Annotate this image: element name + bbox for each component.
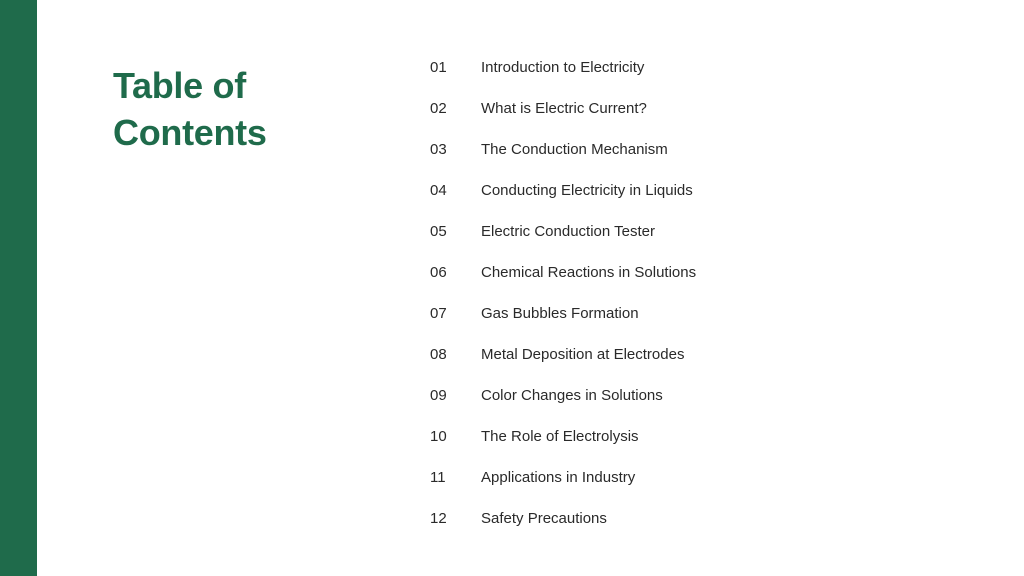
toc-label: Introduction to Electricity	[481, 59, 645, 76]
toc-item-10	[430, 416, 696, 457]
toc-label: Electric Conduction Tester	[481, 223, 655, 240]
toc-label: Metal Deposition at Electrodes	[481, 346, 685, 363]
toc-item-01	[430, 47, 696, 88]
toc-label: Chemical Reactions in Solutions	[481, 264, 697, 281]
title-line-2: Contents	[113, 112, 267, 153]
toc-list	[430, 47, 696, 539]
title-line-1: Table of	[113, 65, 246, 106]
toc-item-04	[430, 170, 696, 211]
toc-label: Color Changes in Solutions	[481, 387, 663, 404]
toc-number: 02	[430, 100, 447, 117]
toc-label: Conducting Electricity in Liquids	[481, 182, 693, 199]
toc-label: The Role of Electrolysis	[481, 428, 639, 445]
toc-label: The Conduction Mechanism	[481, 141, 668, 158]
toc-item-02	[430, 88, 696, 129]
page-title	[113, 62, 267, 156]
toc-number: 07	[430, 305, 447, 322]
toc-label: What is Electric Current?	[481, 100, 647, 117]
toc-label: Applications in Industry	[481, 469, 636, 486]
toc-number: 03	[430, 141, 447, 158]
toc-number: 08	[430, 346, 447, 363]
accent-sidebar	[0, 0, 37, 576]
toc-item-07	[430, 293, 696, 334]
toc-number: 04	[430, 182, 447, 199]
toc-item-08	[430, 334, 696, 375]
toc-number: 06	[430, 264, 447, 281]
toc-number: 01	[430, 59, 447, 76]
toc-item-09	[430, 375, 696, 416]
toc-item-03	[430, 129, 696, 170]
toc-item-05	[430, 211, 696, 252]
toc-item-06	[430, 252, 696, 293]
toc-number: 10	[430, 428, 447, 445]
toc-label: Gas Bubbles Formation	[481, 305, 639, 322]
toc-item-11	[430, 457, 696, 498]
toc-number: 05	[430, 223, 447, 240]
toc-item-12	[430, 498, 696, 539]
toc-number: 09	[430, 387, 447, 404]
toc-number: 11	[430, 469, 446, 486]
toc-label: Safety Precautions	[481, 510, 607, 527]
toc-number: 12	[430, 510, 447, 527]
